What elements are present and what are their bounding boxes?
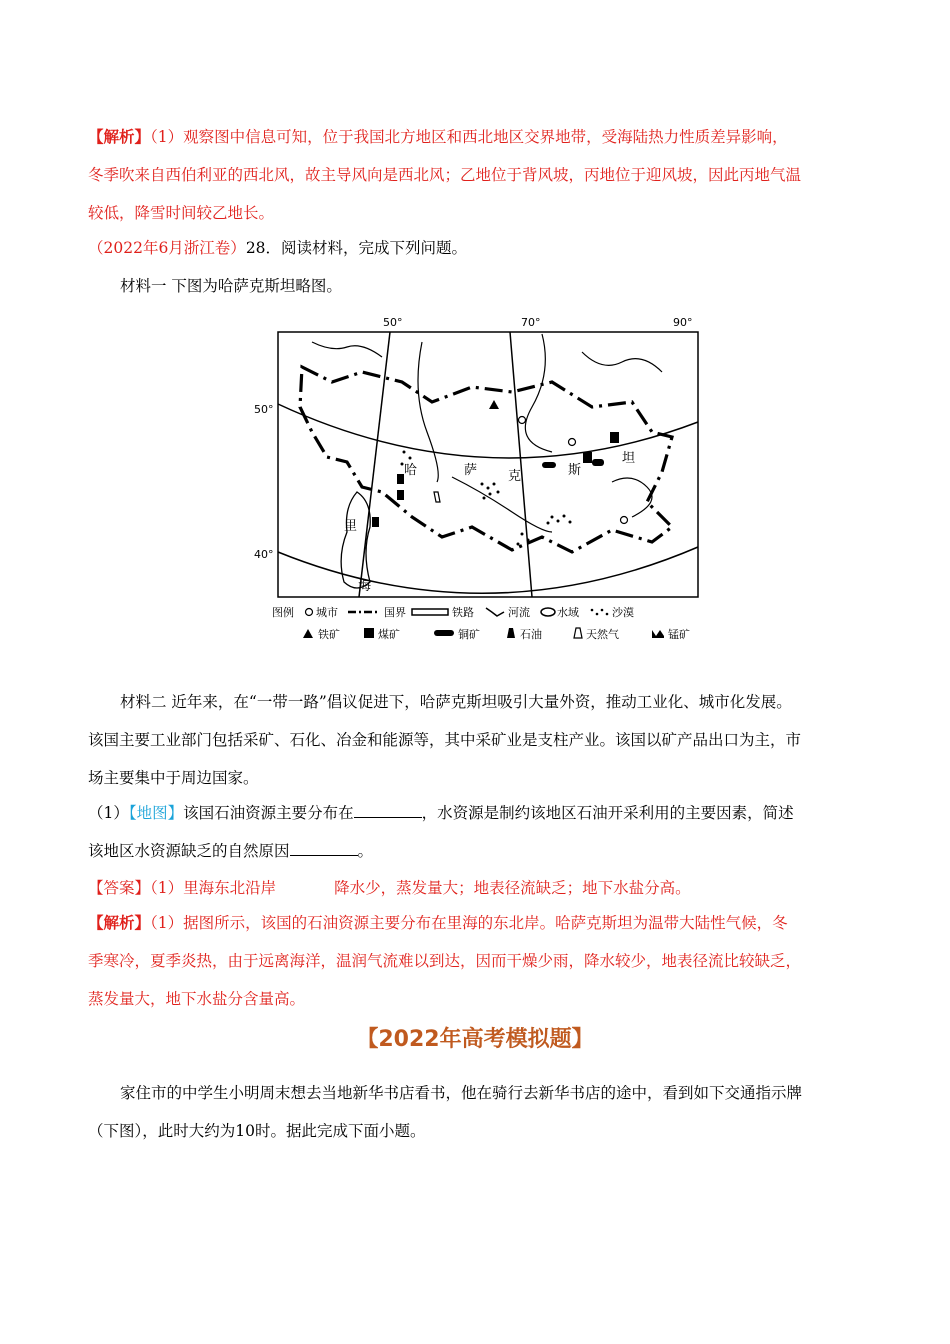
material-line: 该国主要工业部门包括采矿、石化、冶金和能源等，其中采矿业是支柱产业。该国以矿产品出口为主，市 [88, 731, 802, 749]
lon-label: 90° [673, 316, 693, 329]
answer-tag: 【答案】 [88, 879, 151, 897]
country-char: 斯 [568, 463, 582, 478]
legend-railway-icon [412, 609, 448, 615]
legend-label: 水域 [557, 606, 579, 619]
sea-char: 里 [344, 519, 358, 534]
paragraph-line: 家住市的中学生小明周末想去当地新华书店看书，他在骑行去新华书店的途中，看到如下交通指示牌 [120, 1084, 803, 1102]
question-1 [88, 794, 868, 870]
material-line: 场主要集中于周边国家。 [88, 769, 259, 787]
final-paragraph [88, 1074, 868, 1150]
map-tag: 【地图】 [128, 804, 184, 822]
legend-oil-icon [507, 628, 515, 638]
legend-city-icon [306, 609, 313, 616]
question-text: 28．阅读材料，完成下列问题。 [245, 239, 468, 257]
lat-label: 40° [254, 548, 274, 561]
question-number: （1） [88, 804, 129, 822]
answer [88, 869, 868, 907]
material-1-caption: 材料一 下图为哈萨克斯坦略图。 [120, 277, 342, 295]
answer-text: 降水少，蒸发量大；地表径流缺乏；地下水盐分高。 [334, 879, 691, 897]
legend-label: 铁矿 [318, 628, 340, 641]
legend-gas-icon [574, 628, 582, 638]
legend-desert-icon [591, 609, 609, 616]
legend-coal-icon [364, 628, 374, 638]
legend-label: 国界 [384, 606, 406, 619]
material-line: 材料二 近年来，在“一带一路”倡议促进下，哈萨克斯坦吸引大量外资，推动工业化、城市化发展。 [120, 693, 792, 711]
answer-blank [290, 841, 358, 856]
legend-label: 河流 [508, 606, 530, 619]
legend-manganese-icon [652, 630, 664, 638]
legend-label: 铁路 [452, 606, 474, 619]
question-source: （2022年6月浙江卷） [88, 239, 246, 257]
legend-label: 石油 [520, 628, 542, 641]
analysis-line: 季寒冷，夏季炎热，由于远离海洋，温润气流难以到达，因而干燥少雨，降水较少，地表径流比较缺乏， [88, 952, 802, 970]
legend-water-icon [541, 608, 555, 616]
country-char: 萨 [464, 463, 478, 478]
question-28 [88, 229, 868, 267]
legend-label: 铜矿 [458, 628, 480, 641]
question-text: 该国石油资源主要分布在 [183, 804, 354, 822]
question-text: ，水资源是制约该地区石油开采利用的主要因素，简述 [421, 804, 794, 822]
analysis-line: 冬季吹来自西伯利亚的西北风，故主导风向是西北风；乙地位于背风坡，丙地位于迎风坡，因此丙地气温 [88, 166, 802, 184]
analysis-paragraph-2 [88, 904, 868, 1018]
legend-river-icon [486, 608, 504, 616]
country-char: 克 [508, 469, 522, 484]
question-text: 。 [357, 842, 374, 860]
analysis-line: （1）据图所示，该国的石油资源主要分布在里海的东北岸。哈萨克斯坦为温带大陆性气候，冬 [150, 914, 788, 932]
legend-label: 天然气 [586, 628, 619, 641]
legend-title: 图例 [272, 606, 294, 619]
legend-label: 锰矿 [668, 628, 690, 641]
answer-text: （1）里海东北沿岸 [150, 879, 277, 897]
country-char: 哈 [404, 463, 418, 478]
question-text: 该地区水资源缺乏的自然原因 [88, 842, 290, 860]
analysis-line: （1）观察图中信息可知，位于我国北方地区和西北地区交界地带，受海陆热力性质差异影响， [150, 128, 788, 146]
legend-label: 城市 [316, 606, 338, 619]
legend-iron-icon [303, 629, 313, 638]
legend-label: 煤矿 [378, 628, 400, 641]
lon-label: 50° [383, 316, 403, 329]
lon-label: 70° [521, 316, 541, 329]
section-heading: 【2022年高考模拟题】 [356, 1027, 594, 1052]
analysis-line: 蒸发量大，地下水盐分含量高。 [88, 990, 306, 1008]
analysis-tag: 【解析】 [88, 913, 151, 932]
paragraph-line: （下图），此时大约为10时。据此完成下面小题。 [88, 1122, 426, 1140]
legend-copper-icon [434, 630, 454, 636]
country-char: 坦 [622, 451, 636, 466]
lat-label: 50° [254, 403, 274, 416]
sea-char: 海 [358, 579, 372, 594]
kazakhstan-map [252, 312, 702, 647]
legend-label: 沙漠 [612, 606, 634, 619]
analysis-paragraph-1 [88, 118, 868, 232]
answer-blank [354, 803, 422, 818]
analysis-line: 较低，降雪时间较乙地长。 [88, 204, 275, 222]
analysis-tag: 【解析】 [88, 127, 151, 146]
material-2 [88, 683, 868, 797]
